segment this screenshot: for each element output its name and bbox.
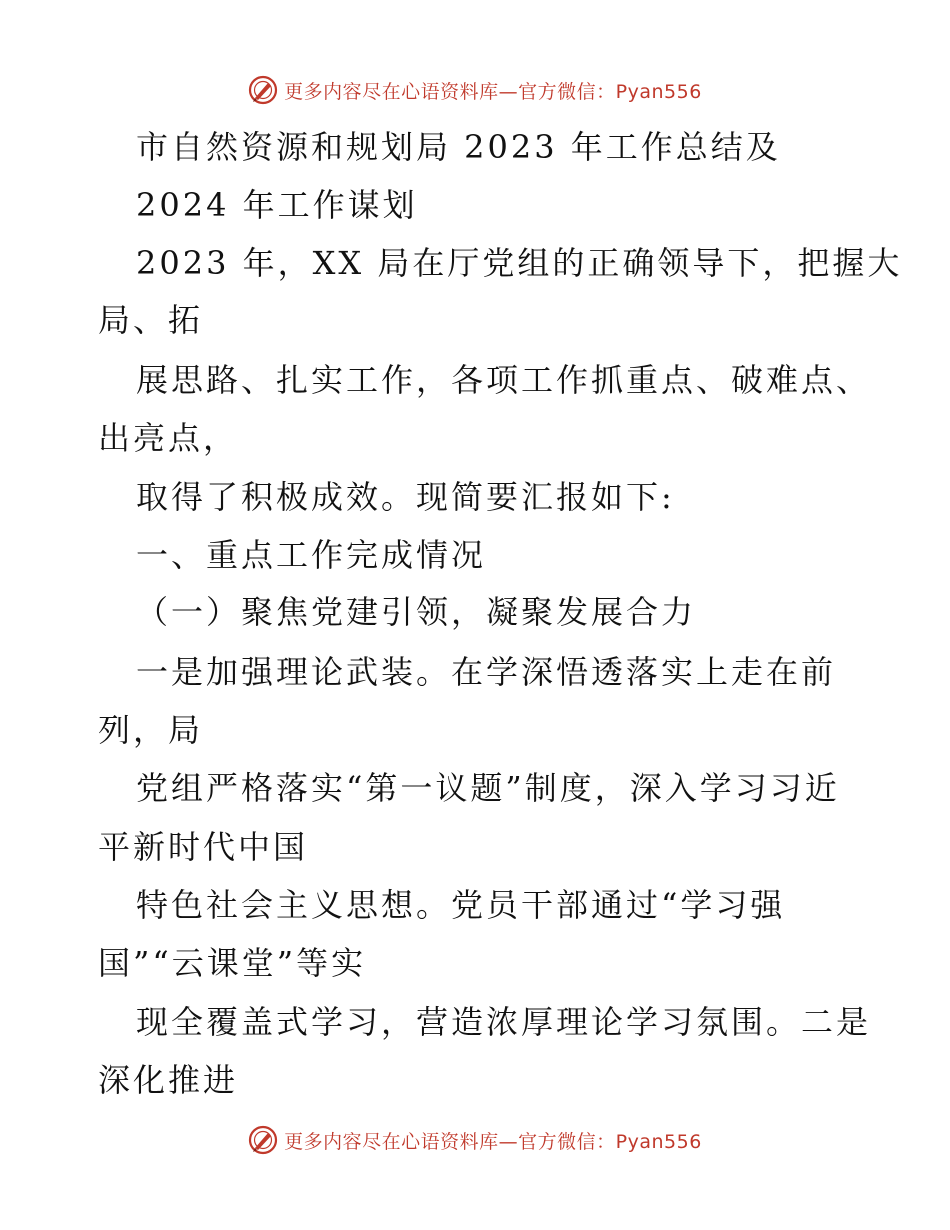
paragraph-line: 深化推进 [98,1061,239,1099]
title-line-2: 2024 年工作谋划 [136,186,418,224]
header-watermark-banner [0,70,950,110]
paragraph-line: 出亮点， [98,419,239,457]
paragraph-line: 现全覆盖式学习，营造浓厚理论学习氛围。二是 [136,1003,872,1041]
pen-logo-icon [248,75,278,105]
paragraph-line: 取得了积极成效。现简要汇报如下: [136,478,675,516]
paragraph-line: 一是加强理论武装。在学深悟透落实上走在前 [136,653,837,691]
title-line-1: 市自然资源和规划局 2023 年工作总结及 [136,128,781,166]
pen-logo-icon [248,1125,278,1155]
footer-watermark-banner [0,1120,950,1160]
paragraph-line: 列，局 [98,711,204,749]
paragraph-line: 2023 年，XX 局在厅党组的正确领导下，把握大 [136,244,903,282]
paragraph-line: 展思路、扎实工作，各项工作抓重点、破难点、 [136,361,872,399]
paragraph-line: 国”“云课堂”等实 [98,944,367,982]
banner-text: 更多内容尽在心语资料库—官方微信：Pyan556 [284,80,702,103]
paragraph-line: 党组严格落实“第一议题”制度，深入学习习近 [136,769,840,807]
section-heading: 一、重点工作完成情况 [136,536,487,574]
paragraph-line: 局、拓 [98,301,204,339]
banner-text: 更多内容尽在心语资料库—官方微信：Pyan556 [284,1130,702,1153]
paragraph-line: 平新时代中国 [98,828,309,866]
subsection-heading: （一）聚焦党建引领，凝聚发展合力 [136,593,697,631]
paragraph-line: 特色社会主义思想。党员干部通过“学习强 [136,886,786,924]
